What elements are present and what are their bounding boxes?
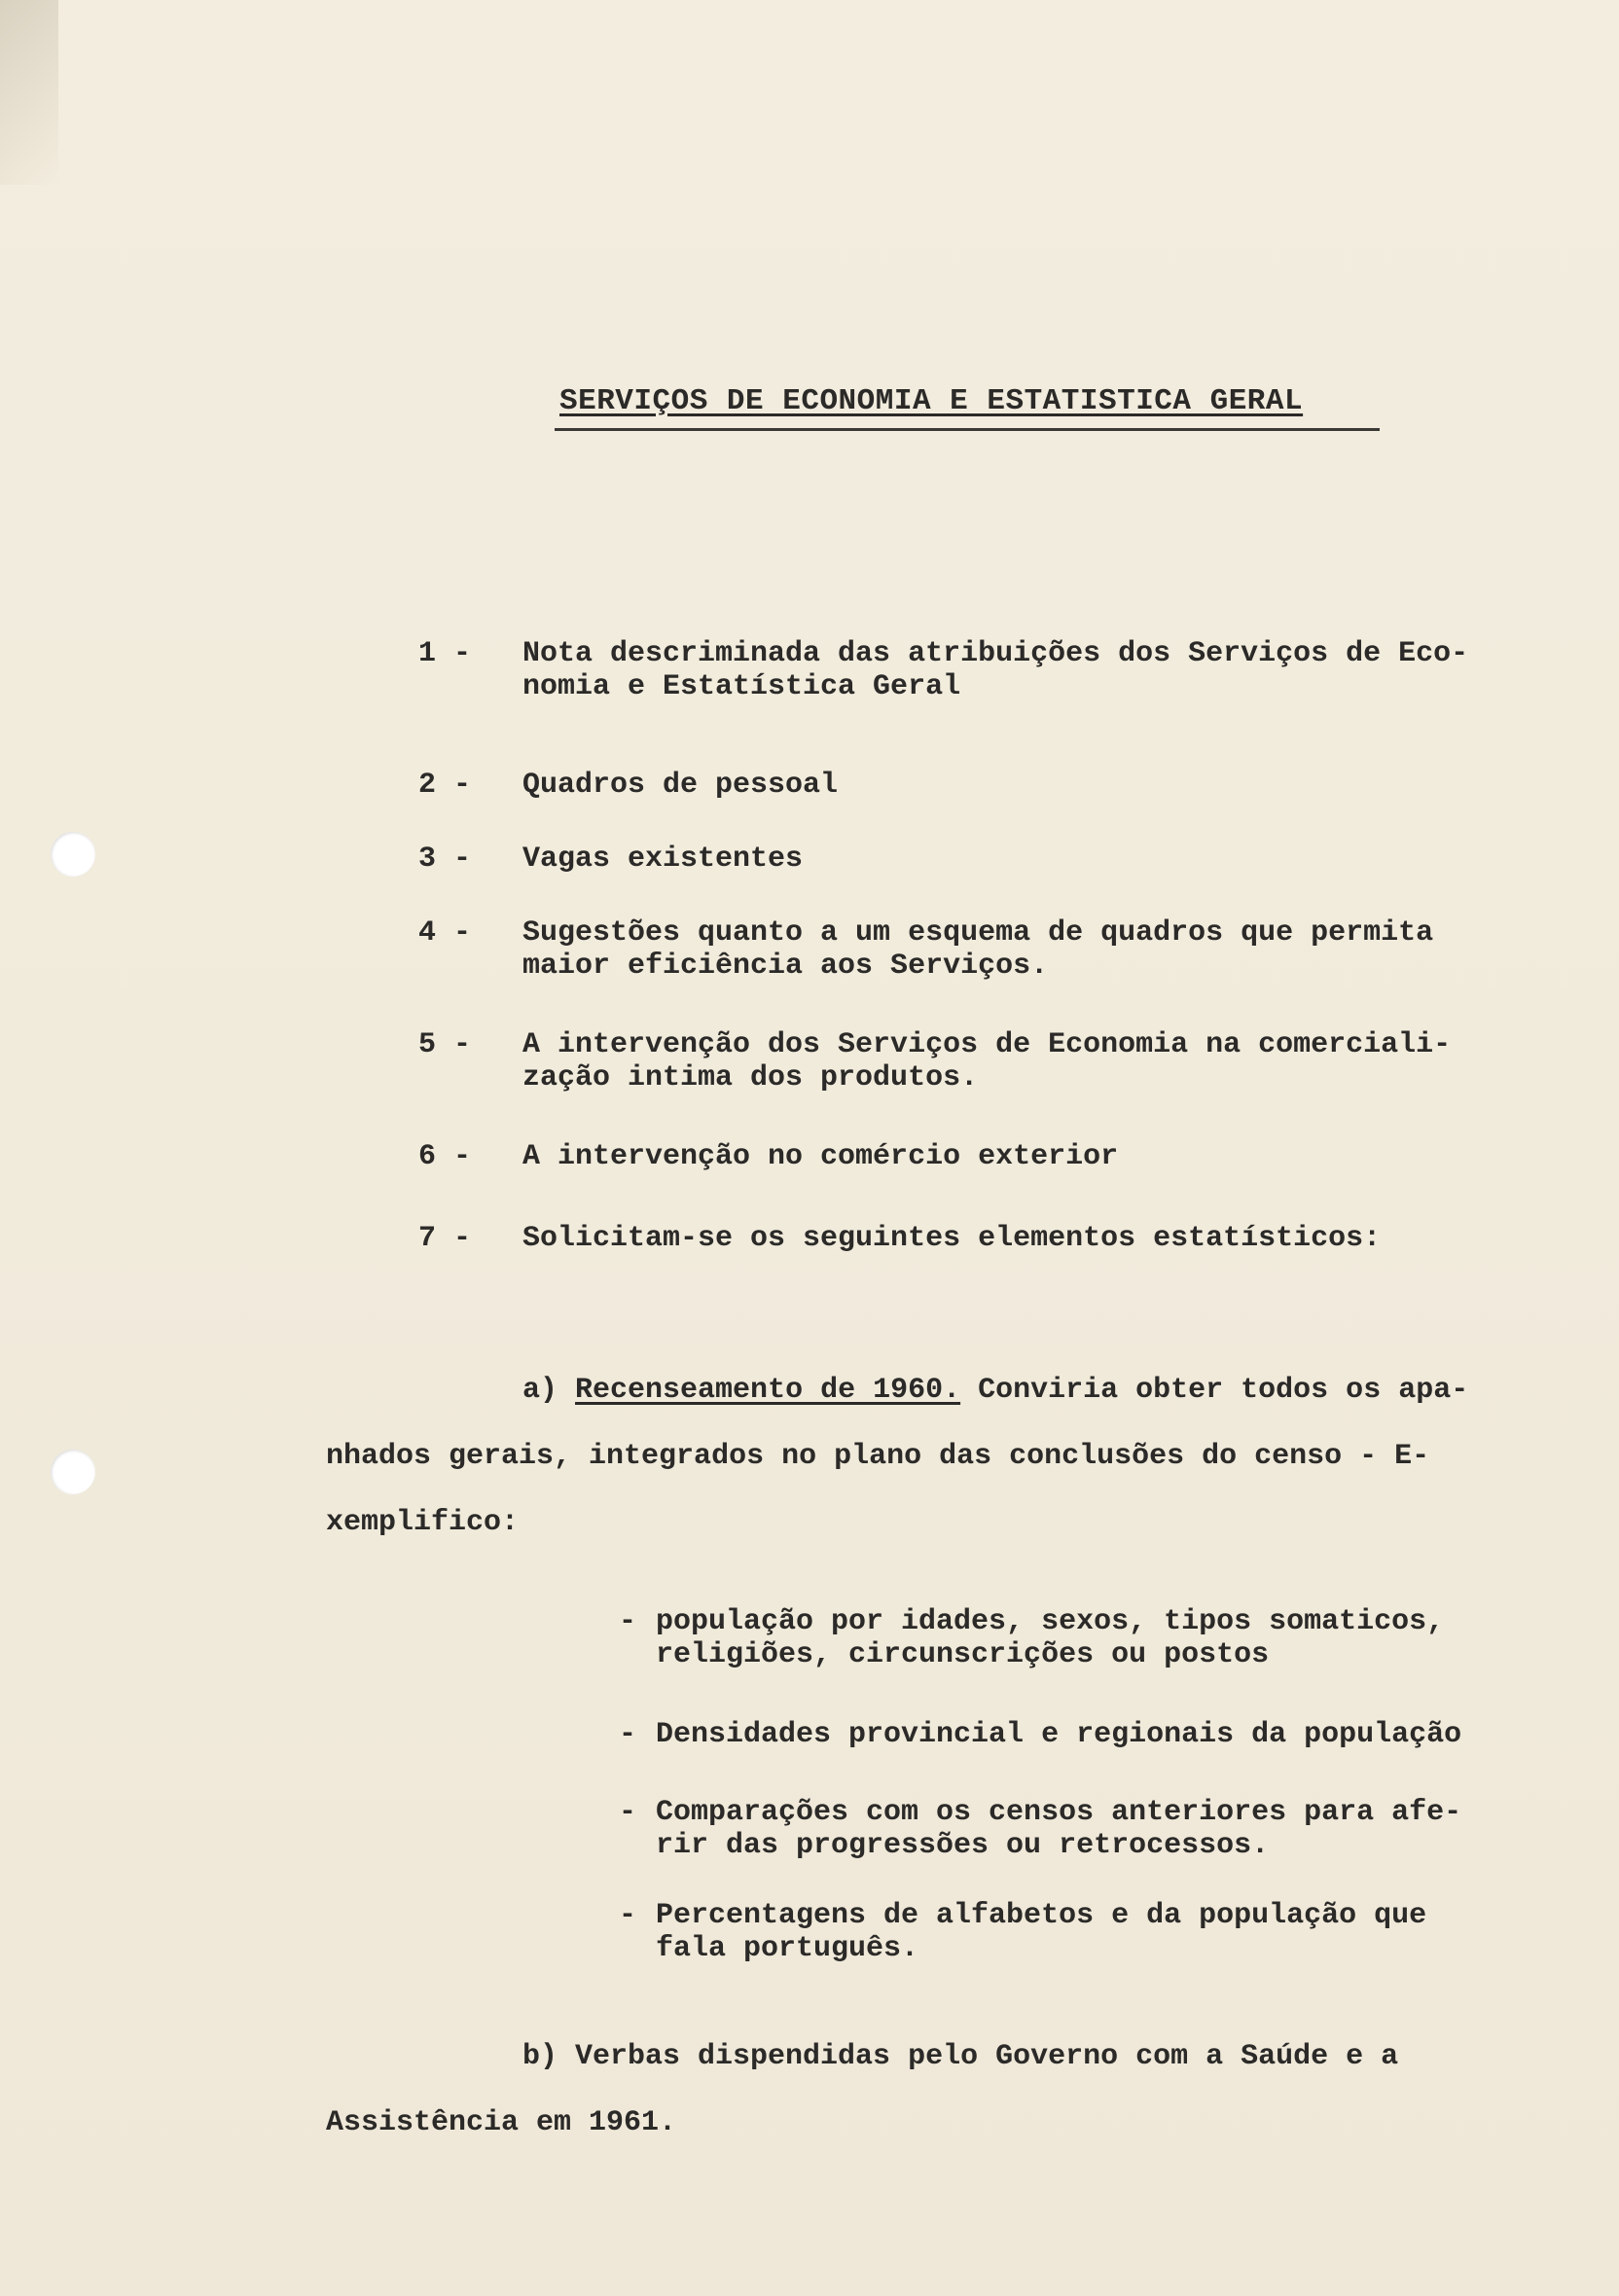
section-a-line-1 <box>522 1357 1468 1423</box>
item-number: 3 - <box>418 843 472 876</box>
bullet-dash: - <box>619 1899 637 1932</box>
item-number: 6 - <box>418 1140 472 1173</box>
section-a-heading: Recenseamento de 1960. <box>575 1374 961 1407</box>
item-text: Quadros de pessoal <box>522 769 839 802</box>
folded-corner <box>0 0 58 185</box>
punch-hole-bottom <box>51 1450 95 1494</box>
item-number: 5 - <box>418 1028 472 1061</box>
punch-hole-top <box>51 832 95 877</box>
section-b-line-2: Assistência em 1961. <box>326 2106 677 2139</box>
title-rule <box>555 428 1380 431</box>
item-text: A intervenção dos Serviços de Economia na comerciali- zação intima dos produtos. <box>522 1028 1452 1094</box>
item-number: 1 - <box>418 637 472 670</box>
bullet-text: população por idades, sexos, tipos somaticos, religiões, circunscrições ou postos <box>656 1605 1445 1671</box>
bullet-text: Comparações com os censos anteriores para afe- rir das progressões ou retrocessos. <box>656 1796 1462 1862</box>
bullet-dash: - <box>619 1605 637 1638</box>
item-text: Sugestões quanto a um esquema de quadros que permita maior eficiência aos Serviços. <box>522 916 1434 983</box>
section-a-label: a) <box>522 1374 558 1407</box>
section-b-line-1: b) Verbas dispendidas pelo Governo com a Saúde e a <box>522 2040 1399 2073</box>
section-a-line-3: xemplifico: <box>326 1506 520 1539</box>
bullet-dash: - <box>619 1796 637 1829</box>
bullet-text: Densidades provincial e regionais da população <box>656 1718 1462 1751</box>
page-title: SERVIÇOS DE ECONOMIA E ESTATISTICA GERAL <box>559 384 1304 418</box>
bullet-dash: - <box>619 1718 637 1751</box>
item-text: Vagas existentes <box>522 843 804 876</box>
section-a-line-1-rest: Conviria obter todos os apa- <box>978 1374 1469 1407</box>
section-a-line-2: nhados gerais, integrados no plano das conclusões do censo - E- <box>326 1440 1430 1473</box>
item-text: Nota descriminada das atribuições dos Serviços de Eco- nomia e Estatística Geral <box>522 637 1469 703</box>
item-number: 4 - <box>418 916 472 950</box>
bullet-text: Percentagens de alfabetos e da população que fala português. <box>656 1899 1427 1965</box>
item-number: 7 - <box>418 1222 472 1255</box>
item-number: 2 - <box>418 769 472 802</box>
item-text: Solicitam-se os seguintes elementos estatísticos: <box>522 1222 1382 1255</box>
item-text: A intervenção no comércio exterior <box>522 1140 1119 1173</box>
